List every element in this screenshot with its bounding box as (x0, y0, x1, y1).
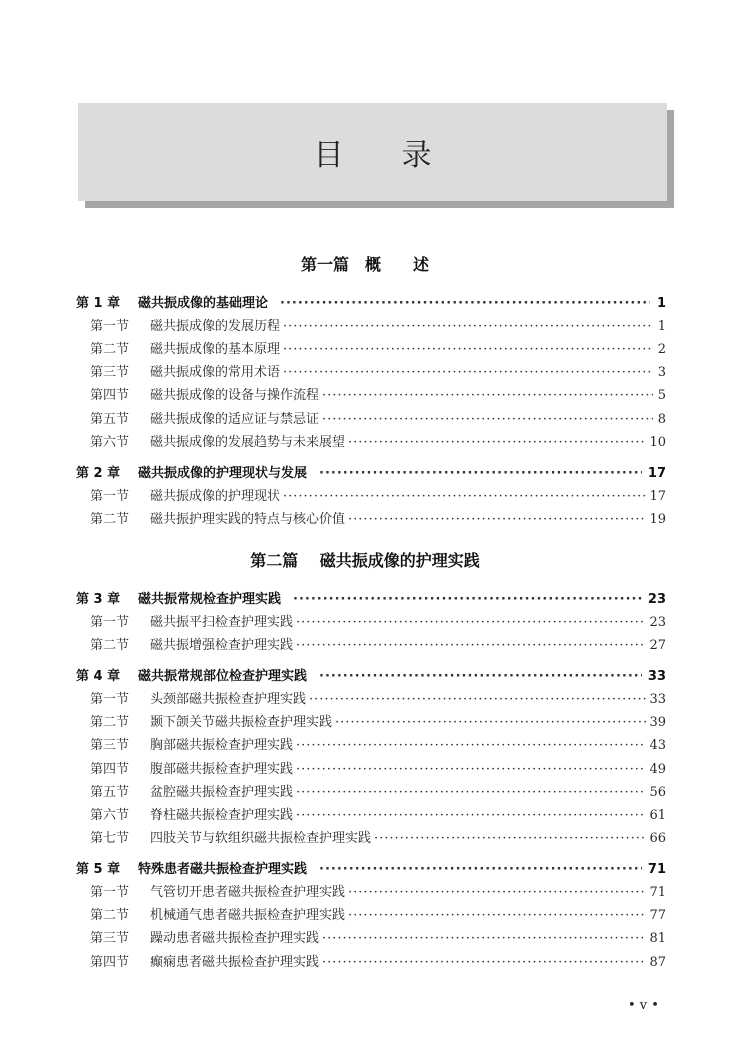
entry-title: 气管切开患者磁共振检查护理实践 (150, 885, 346, 900)
entry-number: 第一节 (90, 319, 130, 334)
toc-title-banner (78, 103, 667, 201)
entry-title: 磁共振成像的发展历程 (150, 319, 281, 334)
entry-page: 61 (649, 808, 666, 823)
entry-number: 第二节 (90, 342, 130, 357)
entry-title: 磁共振成像的基本原理 (150, 342, 281, 357)
dot-leader (283, 489, 646, 504)
entry-title: 胸部磁共振检查护理实践 (150, 738, 294, 753)
dot-leader (296, 762, 646, 777)
toc-section-entry[interactable] (76, 881, 666, 903)
toc-section-entry[interactable] (76, 485, 666, 507)
toc-section-entry[interactable] (76, 734, 666, 756)
entry-number: 第一节 (90, 692, 130, 707)
toc-section-entry[interactable] (76, 827, 666, 849)
entry-title: 磁共振平扫检查护理实践 (150, 615, 294, 630)
toc-section-entry[interactable] (76, 688, 666, 710)
entry-page: 19 (649, 512, 666, 527)
entry-title: 脊柱磁共振检查护理实践 (150, 808, 294, 823)
toc-chapter-entry[interactable] (76, 462, 666, 484)
entry-number: 第二节 (90, 715, 130, 730)
toc-chapter-entry[interactable] (76, 292, 666, 314)
toc-section-entry[interactable] (76, 315, 666, 337)
toc-chapter-entry[interactable] (76, 665, 666, 687)
dot-leader (309, 692, 646, 707)
entry-page: 17 (649, 489, 666, 504)
toc-section-entry[interactable] (76, 927, 666, 949)
entry-title: 磁共振护理实践的特点与核心价值 (150, 512, 346, 527)
entry-title: 四肢关节与软组织磁共振检查护理实践 (150, 831, 372, 846)
toc-section-entry[interactable] (76, 611, 666, 633)
toc-section-entry[interactable] (76, 804, 666, 826)
dot-leader (374, 831, 646, 846)
toc-section-entry[interactable] (76, 781, 666, 803)
entry-page: 1 (657, 319, 666, 334)
entry-page: 33 (649, 692, 666, 707)
entry-title: 磁共振成像的常用术语 (150, 365, 281, 380)
entry-number: 第三节 (90, 365, 130, 380)
entry-page: 71 (649, 885, 666, 900)
entry-title: 磁共振成像的适应证与禁忌证 (150, 412, 320, 427)
entry-page: 81 (649, 931, 666, 946)
entry-page: 3 (657, 365, 666, 380)
entry-number: 第 4 章 (76, 669, 121, 684)
dot-leader (296, 785, 646, 800)
entry-page: 23 (647, 592, 666, 607)
entry-number: 第一节 (90, 489, 130, 504)
entry-title: 磁共振成像的设备与操作流程 (150, 388, 320, 403)
entry-title: 颞下颌关节磁共振检查护理实践 (150, 715, 333, 730)
dot-leader (348, 512, 646, 527)
dot-leader (296, 738, 646, 753)
toc-section-entry[interactable] (76, 384, 666, 406)
entry-page: 23 (649, 615, 666, 630)
dot-leader (335, 715, 646, 730)
entry-number: 第 1 章 (76, 296, 121, 311)
entry-title: 头颈部磁共振检查护理实践 (150, 692, 307, 707)
entry-number: 第五节 (90, 412, 130, 427)
entry-page: 2 (657, 342, 666, 357)
dot-leader (348, 908, 646, 923)
toc-section-entry[interactable] (76, 361, 666, 383)
entry-page: 71 (647, 862, 666, 877)
entry-title: 磁共振成像的护理现状与发展 (138, 466, 308, 481)
page-title: 目录 (313, 138, 490, 173)
entry-page: 56 (649, 785, 666, 800)
dot-leader (322, 388, 653, 403)
part-heading-2: 第二篇 磁共振成像的护理实践 (250, 551, 480, 570)
entry-title: 磁共振成像的基础理论 (138, 296, 269, 311)
entry-number: 第四节 (90, 388, 130, 403)
toc-section-entry[interactable] (76, 904, 666, 926)
part-heading-1: 第一篇 概 述 (300, 255, 429, 274)
dot-leader (296, 808, 646, 823)
entry-page: 5 (657, 388, 666, 403)
dot-leader (348, 435, 646, 450)
dot-leader (296, 615, 646, 630)
entry-number: 第六节 (90, 808, 130, 823)
entry-number: 第二节 (90, 512, 130, 527)
entry-title: 癫痫患者磁共振检查护理实践 (150, 955, 320, 970)
entry-page: 27 (649, 638, 666, 653)
entry-number: 第七节 (90, 831, 130, 846)
dot-leader (322, 955, 646, 970)
entry-title: 磁共振成像的护理现状 (150, 489, 281, 504)
dot-leader (283, 365, 653, 380)
entry-title: 特殊患者磁共振检查护理实践 (138, 862, 308, 877)
entry-page: 43 (649, 738, 666, 753)
toc-section-entry[interactable] (76, 758, 666, 780)
entry-number: 第五节 (90, 785, 130, 800)
entry-number: 第四节 (90, 955, 130, 970)
dot-leader (319, 669, 642, 684)
entry-number: 第 5 章 (76, 862, 121, 877)
entry-number: 第三节 (90, 931, 130, 946)
entry-number: 第六节 (90, 435, 130, 450)
entry-page: 77 (649, 908, 666, 923)
entry-page: 87 (649, 955, 666, 970)
entry-number: 第二节 (90, 638, 130, 653)
dot-leader (280, 296, 650, 311)
dot-leader (293, 592, 642, 607)
dot-leader (319, 466, 642, 481)
entry-title: 腹部磁共振检查护理实践 (150, 762, 294, 777)
entry-title: 躁动患者磁共振检查护理实践 (150, 931, 320, 946)
toc-section-entry[interactable] (76, 634, 666, 656)
entry-page: 66 (649, 831, 666, 846)
toc-chapter-entry[interactable] (76, 588, 666, 610)
dot-leader (322, 412, 653, 427)
toc-section-entry[interactable] (76, 951, 666, 973)
page-number: • v • (628, 998, 659, 1013)
entry-page: 10 (649, 435, 666, 450)
dot-leader (283, 342, 653, 357)
entry-page: 39 (649, 715, 666, 730)
entry-number: 第二节 (90, 908, 130, 923)
entry-page: 17 (647, 466, 666, 481)
entry-page: 49 (649, 762, 666, 777)
entry-title: 磁共振增强检查护理实践 (150, 638, 294, 653)
entry-number: 第 2 章 (76, 466, 121, 481)
entry-number: 第一节 (90, 615, 130, 630)
entry-page: 1 (656, 296, 666, 311)
entry-number: 第三节 (90, 738, 130, 753)
dot-leader (322, 931, 646, 946)
entry-number: 第 3 章 (76, 592, 121, 607)
entry-number: 第四节 (90, 762, 130, 777)
toc-section-entry[interactable] (76, 711, 666, 733)
toc-section-entry[interactable] (76, 431, 666, 453)
entry-title: 磁共振成像的发展趋势与未来展望 (150, 435, 346, 450)
entry-title: 盆腔磁共振检查护理实践 (150, 785, 294, 800)
toc-section-entry[interactable] (76, 408, 666, 430)
dot-leader (348, 885, 646, 900)
toc-section-entry[interactable] (76, 338, 666, 360)
dot-leader (319, 862, 642, 877)
entry-page: 33 (647, 669, 666, 684)
dot-leader (283, 319, 653, 334)
entry-number: 第一节 (90, 885, 130, 900)
dot-leader (296, 638, 646, 653)
entry-title: 磁共振常规检查护理实践 (138, 592, 282, 607)
entry-title: 机械通气患者磁共振检查护理实践 (150, 908, 346, 923)
toc-section-entry[interactable] (76, 508, 666, 530)
entry-page: 8 (657, 412, 666, 427)
entry-title: 磁共振常规部位检查护理实践 (138, 669, 308, 684)
toc-chapter-entry[interactable] (76, 858, 666, 880)
